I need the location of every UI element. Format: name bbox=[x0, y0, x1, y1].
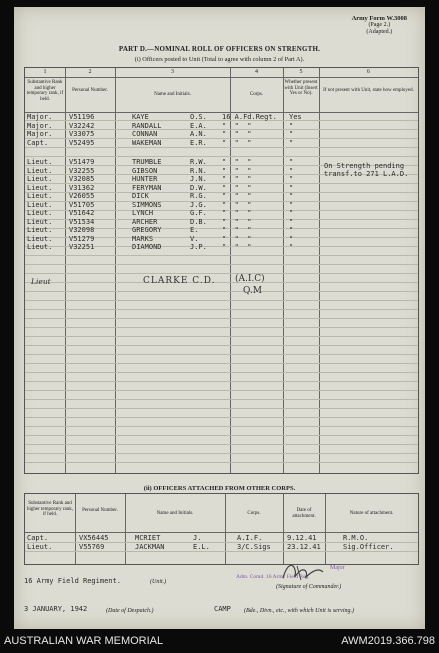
officer-present: " bbox=[289, 175, 294, 183]
form-page: (Page 2.) bbox=[368, 22, 391, 28]
officer-name: RANDALL bbox=[132, 121, 162, 130]
attached-corps: 3/C.Sigs bbox=[237, 543, 271, 551]
attached-number: V55769 bbox=[79, 543, 105, 551]
officer-present: " bbox=[289, 226, 294, 234]
att-col-header-corps: Corps. bbox=[247, 511, 261, 516]
officer-rank: Lieut. bbox=[27, 200, 53, 209]
form-adapted: (Adapted.) bbox=[366, 29, 393, 35]
despatch-date-value: 3 JANUARY, 1942 bbox=[24, 605, 88, 613]
officer-corps: " " " bbox=[222, 243, 252, 251]
officer-initials: J.P. bbox=[190, 243, 207, 251]
officer-corps: " " " bbox=[222, 200, 252, 209]
officer-corps: " " " bbox=[222, 217, 252, 226]
officer-number: V33075 bbox=[69, 130, 95, 138]
officer-number: V32098 bbox=[69, 226, 95, 234]
officer-rank: Lieut. bbox=[27, 175, 53, 183]
officer-present: " bbox=[289, 217, 294, 226]
officer-name: FERYMAN bbox=[132, 183, 162, 192]
att-col-header-nature: Nature of attachment. bbox=[349, 511, 394, 516]
officer-number: V32251 bbox=[69, 243, 95, 251]
officer-corps: " " " bbox=[222, 158, 252, 166]
col-header-present: Whether present with Unit (Insert Yes or No). bbox=[284, 80, 318, 97]
archive-caption-band bbox=[0, 629, 439, 653]
officer-rank: Lieut. bbox=[27, 166, 53, 175]
officer-present: " bbox=[289, 130, 294, 138]
col-header-name: Name and Initials. bbox=[154, 92, 191, 97]
officer-corps: " " " bbox=[222, 175, 252, 183]
col-number-2: 2 bbox=[88, 69, 92, 75]
attached-rank: Capt. bbox=[27, 534, 49, 542]
col-number-5: 5 bbox=[299, 69, 303, 75]
officer-name: TRUMBLE bbox=[132, 158, 162, 166]
col-header-employment: If not present with Unit, state how employed. bbox=[323, 88, 414, 93]
officer-rank: Lieut. bbox=[27, 192, 53, 200]
officer-initials: R.W. bbox=[190, 158, 207, 166]
officer-initials: E.A. bbox=[190, 121, 207, 130]
officer-initials: V. bbox=[190, 234, 199, 243]
officer-corps: " " " bbox=[222, 166, 252, 175]
officer-corps: " " " bbox=[222, 138, 252, 147]
col-header-rank: Substantive Rank and higher temporary rank, if held. bbox=[26, 80, 64, 102]
officer-present: " bbox=[289, 121, 294, 130]
officer-initials: G.F. bbox=[190, 209, 207, 217]
col-number-3: 3 bbox=[171, 69, 174, 75]
officer-rank: Major. bbox=[27, 113, 53, 121]
officer-number: V51479 bbox=[69, 158, 95, 166]
officer-rank: Capt. bbox=[27, 138, 49, 147]
officer-number: V51279 bbox=[69, 234, 95, 243]
attached-nature: R.M.O. bbox=[343, 534, 369, 542]
officer-number: V32255 bbox=[69, 166, 95, 175]
officer-name: DICK bbox=[132, 192, 149, 200]
officer-initials: R.N. bbox=[190, 166, 207, 175]
officer-corps: " " " bbox=[222, 234, 252, 243]
officer-rank: Lieut. bbox=[27, 158, 53, 166]
officer-name: HUNTER bbox=[132, 175, 158, 183]
col-number-1: 1 bbox=[43, 69, 47, 75]
officer-name: WAKEMAN bbox=[132, 138, 162, 147]
officer-corps: " " " bbox=[222, 183, 252, 192]
officer-name: LYNCH bbox=[132, 209, 154, 217]
attached-date: 9.12.41 bbox=[287, 534, 317, 542]
officer-rank: Major. bbox=[27, 121, 53, 130]
officer-number: V52495 bbox=[69, 138, 95, 147]
officer-name: GREGORY bbox=[132, 226, 162, 234]
officer-number: V31362 bbox=[69, 183, 95, 192]
officer-number: V51534 bbox=[69, 217, 95, 226]
att-col-header-rank: Substantive Rank and higher temporary rank, if held. bbox=[27, 501, 73, 518]
handwritten-rank: Lieut bbox=[31, 277, 51, 286]
officer-initials: R.G. bbox=[190, 192, 207, 200]
handwritten-corps-qm: Q.M bbox=[243, 286, 263, 296]
officer-initials: J.N. bbox=[190, 175, 207, 183]
part-d-subtitle: (i) Officers posted to Unit (Total to agree with column 2 of Part A). bbox=[134, 56, 305, 63]
officer-number: V51705 bbox=[69, 200, 95, 209]
attached-initials: E.L. bbox=[193, 543, 210, 551]
handwritten-name: CLARKE C.D. bbox=[143, 276, 216, 286]
officer-rank: Lieut. bbox=[27, 183, 53, 192]
despatch-date-label: (Date of Despatch.) bbox=[106, 608, 154, 614]
officer-initials: A.N. bbox=[190, 130, 207, 138]
officer-name: MARKS bbox=[132, 234, 154, 243]
attached-officers-table bbox=[24, 493, 419, 565]
part-ii-title: (ii) OFFICERS ATTACHED FROM OTHER CORPS. bbox=[143, 485, 296, 492]
officer-present: " bbox=[289, 209, 294, 217]
col-number-6: 6 bbox=[367, 69, 370, 75]
attached-date: 23.12.41 bbox=[287, 543, 321, 551]
unit-label: (Unit.) bbox=[150, 579, 167, 585]
archive-reference: AWM2019.366.798 bbox=[341, 635, 435, 647]
officer-rank: Lieut. bbox=[27, 243, 53, 251]
stamp-title: Adm. Comd. 16 Army Field Reg. bbox=[236, 574, 310, 580]
attached-corps: A.I.F. bbox=[237, 534, 263, 542]
form-name: Army Form W.3008 bbox=[351, 15, 407, 22]
attached-initials: J. bbox=[193, 534, 202, 542]
attached-rank: Lieut. bbox=[27, 543, 53, 551]
officer-rank: Lieut. bbox=[27, 209, 53, 217]
officer-number: V32242 bbox=[69, 121, 95, 130]
officer-name: DIAMOND bbox=[132, 243, 162, 251]
attached-number: VX56445 bbox=[79, 534, 109, 542]
handwritten-corps: (A.I.C) bbox=[235, 274, 265, 284]
officer-name: SIMMONS bbox=[132, 200, 162, 209]
attached-name: JACKMAN bbox=[135, 543, 165, 551]
officer-name: ARCHER bbox=[132, 217, 158, 226]
attached-name: MCRIET bbox=[135, 534, 161, 542]
officer-corps: " " " bbox=[222, 192, 252, 200]
col-number-4: 4 bbox=[255, 69, 258, 75]
attached-nature: Sig.Officer. bbox=[343, 543, 394, 551]
signature-label: (Signature of Commander.) bbox=[276, 584, 342, 590]
officer-present: " bbox=[289, 243, 294, 251]
officer-present: " bbox=[289, 166, 294, 175]
officer-number: V26055 bbox=[69, 192, 95, 200]
att-col-header-name: Name and Initials. bbox=[156, 511, 194, 516]
officer-number: V51196 bbox=[69, 113, 95, 121]
officer-name: GIBSON bbox=[132, 166, 158, 175]
officer-initials: J.G. bbox=[190, 200, 207, 209]
unit-value: 16 Army Field Regiment. bbox=[24, 577, 121, 585]
att-col-header-number: Personal Number. bbox=[82, 508, 118, 513]
archive-name: AUSTRALIAN WAR MEMORIAL bbox=[4, 635, 164, 647]
officer-present: Yes bbox=[289, 113, 302, 121]
officer-present: " bbox=[289, 192, 294, 200]
officer-number: V51642 bbox=[69, 209, 95, 217]
officer-corps: " " " bbox=[222, 130, 252, 138]
document-page bbox=[14, 7, 425, 629]
station-label: (Bde., Divn., etc., with which Unit is serving.) bbox=[244, 608, 354, 614]
stamp-rank: Major bbox=[330, 565, 345, 571]
officer-corps: 16 A.Fd.Regt. bbox=[222, 113, 277, 121]
officer-present: " bbox=[289, 158, 294, 166]
employment-note: On Strength pending transf.to 271 L.A.D. bbox=[324, 162, 409, 178]
commander-signature bbox=[279, 560, 327, 584]
officer-name: CONNAN bbox=[132, 130, 158, 138]
officer-rank: Lieut. bbox=[27, 226, 53, 234]
officer-name: KAYE bbox=[132, 113, 149, 121]
officer-initials: D.B. bbox=[190, 217, 207, 226]
officer-number: V32085 bbox=[69, 175, 95, 183]
officer-rank: Lieut. bbox=[27, 234, 53, 243]
officer-present: " bbox=[289, 183, 294, 192]
officer-present: " bbox=[289, 234, 294, 243]
station-value: CAMP bbox=[214, 605, 231, 613]
form-identifier bbox=[352, 15, 407, 36]
officer-corps: " " " bbox=[222, 209, 252, 217]
officer-initials: O.S. bbox=[190, 113, 207, 121]
officer-present: " bbox=[289, 138, 294, 147]
att-col-header-date: Date of attachment. bbox=[292, 508, 316, 519]
part-d-title: PART D.—NOMINAL ROLL OF OFFICERS ON STRENGTH. bbox=[118, 45, 321, 53]
officer-present: " bbox=[289, 200, 294, 209]
officer-initials: E. bbox=[190, 226, 199, 234]
officer-rank: Major. bbox=[27, 130, 53, 138]
col-header-corps: Corps. bbox=[249, 92, 264, 97]
officers-on-strength-table bbox=[24, 67, 419, 474]
officer-initials: E.R. bbox=[190, 138, 207, 147]
col-header-personal-number: Personal Number. bbox=[72, 88, 108, 93]
officer-corps: " " " bbox=[222, 226, 252, 234]
officer-initials: D.W. bbox=[190, 183, 207, 192]
officer-corps: " " " bbox=[222, 121, 252, 130]
officer-rank: Lieut. bbox=[27, 217, 53, 226]
